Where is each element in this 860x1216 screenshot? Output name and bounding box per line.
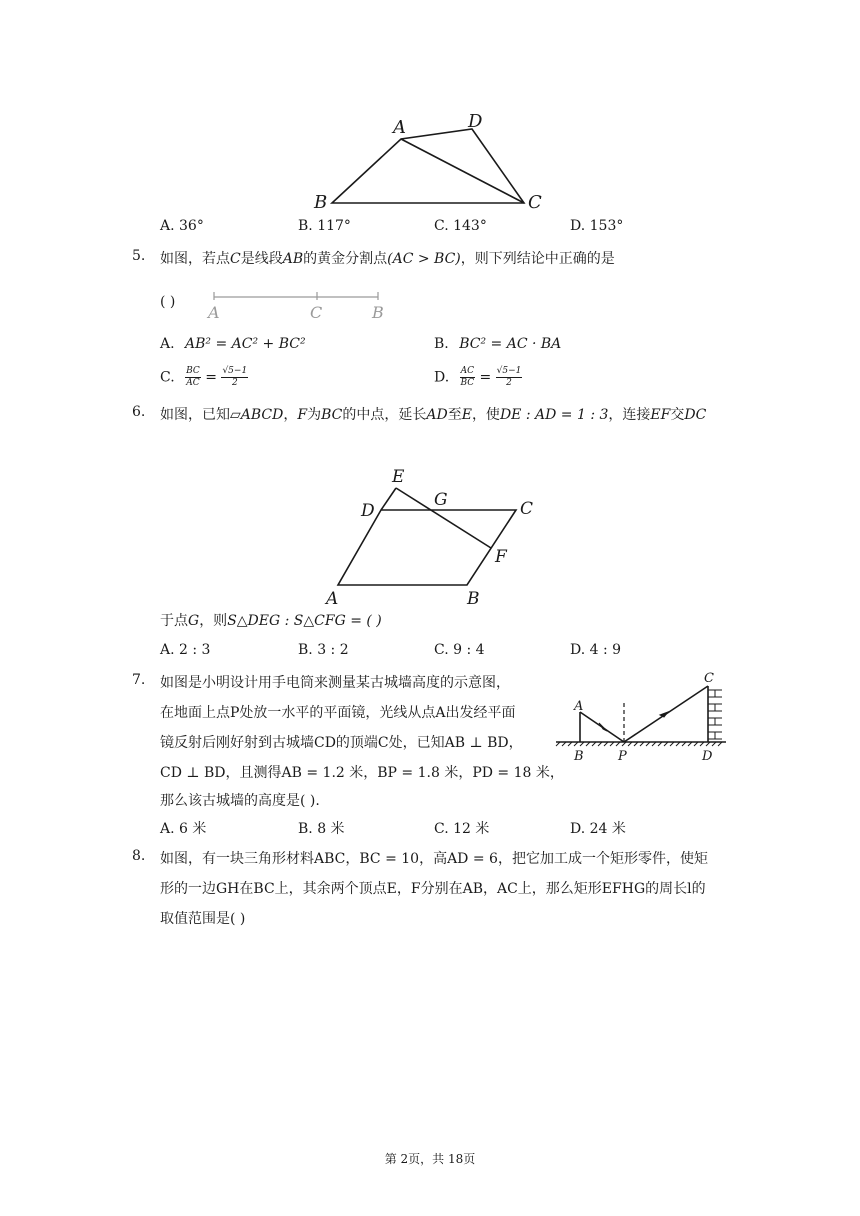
q5-option-c-rhs-num: √5−1 [222,366,248,376]
q6-number: 6. [132,404,146,420]
q7-option-b: B. 8 米 [298,821,345,837]
q6-label-e: E [392,467,405,487]
q7-line-3: 镜反射后刚好射到古城墙CD的顶端C处，已知AB ⊥ BD， [160,735,523,751]
q5-option-d-den: BC [460,378,475,388]
q8-line-3: 取值范围是( ) [160,911,246,927]
q5-seg-label-c: C [310,303,323,322]
q6-s1a: 如图，已知 [160,407,230,423]
q7-label-c: C [704,671,714,686]
q6-s1-ratio: DE : AD = 1 : 3 [499,407,609,423]
q4-label-b: B [314,192,328,213]
q7-line-2: 在地面上点P处放一水平的平面镜，光线从点A出发经平面 [160,705,516,721]
q5-option-c-num: BC [186,366,200,376]
q6-s1-e: E [461,407,472,423]
q5-option-d-rhs-num: √5−1 [496,366,522,376]
q6-s1b: ， [283,407,298,423]
q5-seg-label-b: B [372,303,384,322]
q5-stem-mid2: 的黄金分割点 [303,251,388,267]
q6-option-c: C. 9 : 4 [434,642,485,658]
q5-option-d-eq: = [479,369,492,386]
q6-option-a: A. 2 : 3 [160,642,211,658]
q5-option-c-rhs-den: 2 [231,378,238,388]
q6-s2a: 于点 [160,613,188,629]
q5-option-c-label: C. [160,369,175,386]
q4-label-c: C [528,192,542,213]
q4-label-a: A [393,117,406,138]
q6-s1-dc: DC [684,407,707,423]
q6-s1-pgram: ▱ABCD [230,407,284,423]
q5-option-c-eq: = [205,369,217,386]
q5-stem-post: ，则下列结论中正确的是 [460,251,615,267]
q5-option-a-text: AB² = AC² + BC² [185,336,306,352]
q7-option-a: A. 6 米 [160,821,207,837]
q5-option-d-rhs-den: 2 [506,378,512,388]
q6-label-b: B [467,589,480,609]
q7-label-b: B [574,749,584,764]
q4-label-d: D [468,111,483,132]
q6-s1g: ，连接 [608,407,651,423]
q7-number: 7. [132,672,146,688]
q7-wall-hatch [708,690,722,739]
q7-line-1: 如图是小明设计用手电筒来测量某古城墙高度的示意图， [160,675,510,691]
q4-option-c: C. 143° [434,218,487,234]
q6-s1e: 至 [447,407,462,423]
q6-s1-ef: EF [650,407,671,423]
q6-label-a: A [326,589,339,609]
q6-s2b: ，则 [199,613,228,629]
q8-line-1: 如图，有一块三角形材料ABC，BC = 10，高AD = 6，把它加工成一个矩形零件，使矩 [160,851,708,867]
q5-stem-condition: (AC > BC) [387,251,461,267]
q5-option-d-label: D. [434,369,450,386]
q6-label-c: C [520,499,534,519]
q6-label-f: F [495,547,507,567]
q6-s1c: 为 [307,407,322,423]
q5-stem-pre: 如图，若点 [160,251,230,267]
q6-s1-f: F [297,407,308,423]
q4-option-a: A. 36° [160,218,204,234]
q5-stem-c: C [230,251,241,267]
q7-label-p: P [618,749,627,764]
q6-s1d: 的中点，延长 [342,407,427,423]
q7-option-d: D. 24 米 [570,821,626,837]
q5-option-b-label: B. [434,336,449,352]
q6-s1f: ，使 [471,407,500,423]
q6-option-b: B. 3 : 2 [298,642,349,658]
q7-label-d: D [702,749,713,764]
q6-s1h: 交 [670,407,685,423]
q8-number: 8. [132,848,146,864]
q5-stem-ab: AB [282,251,304,267]
page-footer: 第 2页，共 18页 [384,1152,476,1166]
q6-s2-area: S△DEG : S△CFG = ( ) [227,613,382,629]
q8-line-2: 形的一边GH在BC上，其余两个顶点E，F分别在AB，AC上，那么矩形EFHG的周长l的 [160,881,706,897]
q4-option-d: D. 153° [570,218,624,234]
q5-stem-mid1: 是线段 [240,251,283,267]
q5-option-c-den: AC [186,378,200,388]
q7-label-a: A [574,699,584,714]
q7-option-c: C. 12 米 [434,821,490,837]
q6-option-d: D. 4 : 9 [570,642,622,658]
q7-line-5: 那么该古城墙的高度是( ). [160,793,320,809]
q5-seg-label-a: A [208,303,220,322]
q6-label-g: G [434,490,448,510]
q6-s2-g: G [188,613,200,629]
q4-option-b: B. 117° [298,218,351,234]
q5-option-a-label: A. [160,336,175,352]
q6-s1-ad: AD [426,407,448,423]
q5-option-b-text: BC² = AC · BA [459,336,562,352]
q7-arrow-1 [599,723,607,731]
q7-line-4: CD ⊥ BD，且测得AB = 1.2 米，BP = 1.8 米，PD = 18 米， [160,765,564,781]
q5-option-d-num: AC [460,366,475,376]
q5-answer-paren: ( ) [160,294,176,310]
q6-s1-bc: BC [321,407,343,423]
q6-label-d: D [361,501,375,521]
q5-number: 5. [132,248,146,264]
